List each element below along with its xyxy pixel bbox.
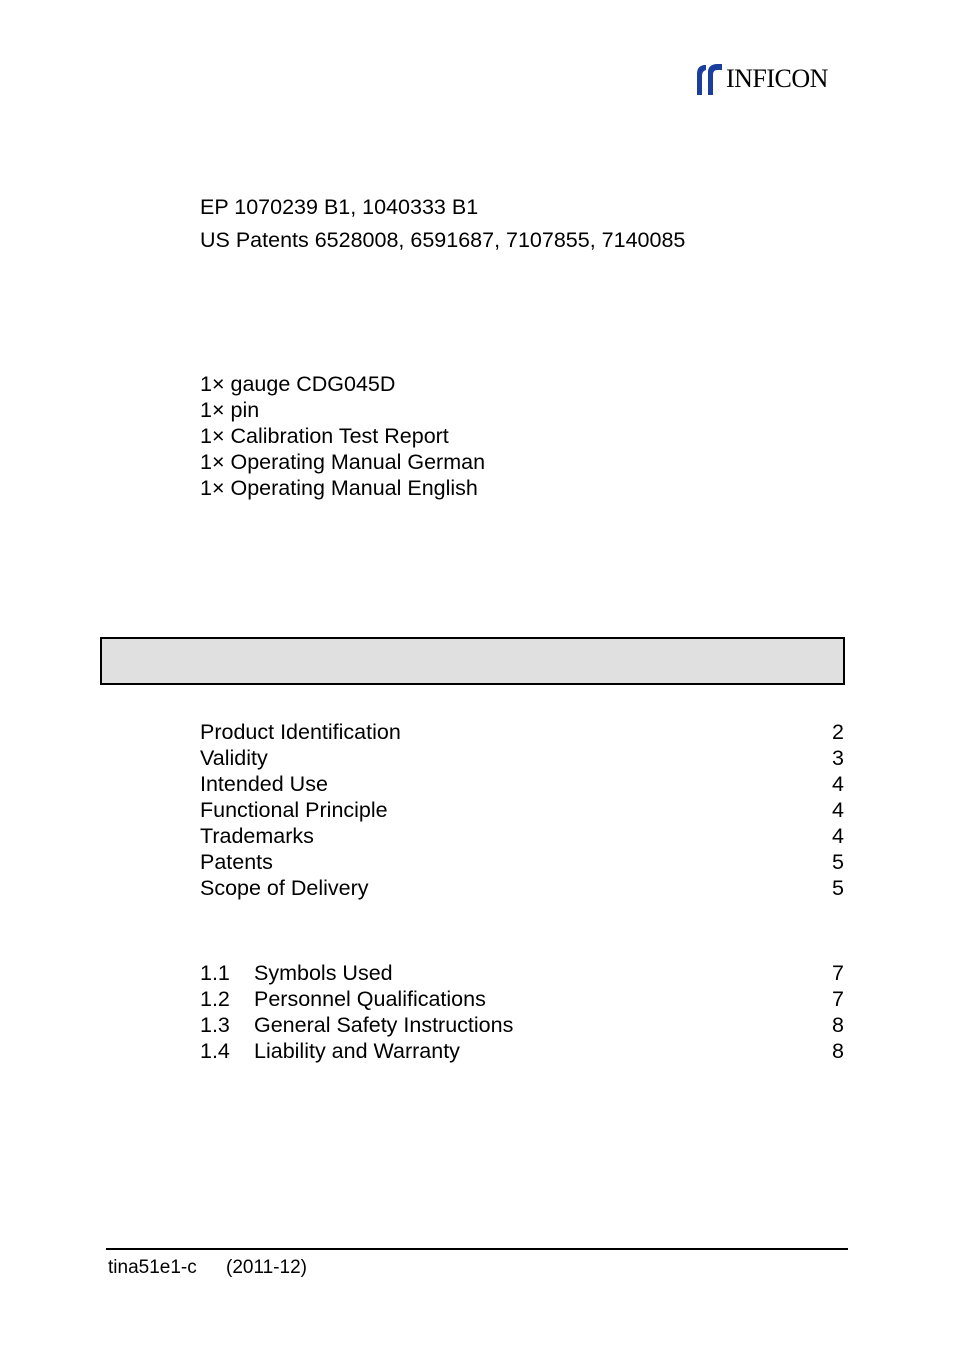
toc-page: 4	[832, 772, 844, 796]
toc-title: Intended Use	[200, 772, 328, 796]
toc-row[interactable]	[200, 719, 844, 745]
toc-row[interactable]	[200, 823, 844, 849]
toc-page: 5	[832, 850, 844, 874]
toc-page: 8	[832, 1013, 844, 1037]
toc-page: 8	[832, 1039, 844, 1063]
inficon-logo-icon	[694, 62, 724, 96]
toc-row[interactable]	[200, 849, 844, 875]
toc-row[interactable]	[200, 771, 844, 797]
logo-wordmark: INFICON	[726, 64, 828, 93]
toc-row[interactable]	[200, 986, 844, 1012]
toc-title: Symbols Used	[254, 961, 393, 985]
toc-title: Liability and Warranty	[254, 1039, 460, 1063]
footer-date: (2011-12)	[226, 1257, 307, 1278]
delivery-item: 1× gauge CDG045D	[200, 372, 396, 396]
delivery-item: 1× Operating Manual German	[200, 450, 486, 474]
toc-title: Scope of Delivery	[200, 876, 369, 900]
toc-number: 1.2	[200, 987, 230, 1011]
toc-row[interactable]	[200, 745, 844, 771]
toc-page: 5	[832, 876, 844, 900]
delivery-item: 1× Calibration Test Report	[200, 424, 449, 448]
toc-row[interactable]	[200, 797, 844, 823]
footer-rule	[106, 1248, 848, 1250]
inficon-logo	[694, 62, 846, 96]
toc-page: 7	[832, 987, 844, 1011]
toc-title: Trademarks	[200, 824, 314, 848]
toc-number: 1.3	[200, 1013, 230, 1037]
delivery-item: 1× pin	[200, 398, 260, 422]
footer-doc-id: tina51e1-c	[108, 1257, 197, 1278]
toc-title: Personnel Qualifications	[254, 987, 486, 1011]
toc-number: 1.4	[200, 1039, 230, 1063]
toc-row[interactable]	[200, 1012, 844, 1038]
toc-row[interactable]	[200, 875, 844, 901]
toc-page: 2	[832, 720, 844, 744]
toc-title: Patents	[200, 850, 273, 874]
toc-title: Product Identification	[200, 720, 401, 744]
toc-title: General Safety Instructions	[254, 1013, 514, 1037]
toc-number: 1.1	[200, 961, 230, 985]
toc-row[interactable]	[200, 960, 844, 986]
delivery-item: 1× Operating Manual English	[200, 476, 478, 500]
toc-row[interactable]	[200, 1038, 844, 1064]
toc-title: Functional Principle	[200, 798, 388, 822]
toc-page: 4	[832, 798, 844, 822]
toc-page: 7	[832, 961, 844, 985]
patent-line: US Patents 6528008, 6591687, 7107855, 7140085	[200, 228, 686, 252]
toc-title: Validity	[200, 746, 268, 770]
toc-page: 4	[832, 824, 844, 848]
patent-line: EP 1070239 B1, 1040333 B1	[200, 195, 479, 219]
toc-page: 3	[832, 746, 844, 770]
contents-heading-box	[100, 637, 845, 685]
